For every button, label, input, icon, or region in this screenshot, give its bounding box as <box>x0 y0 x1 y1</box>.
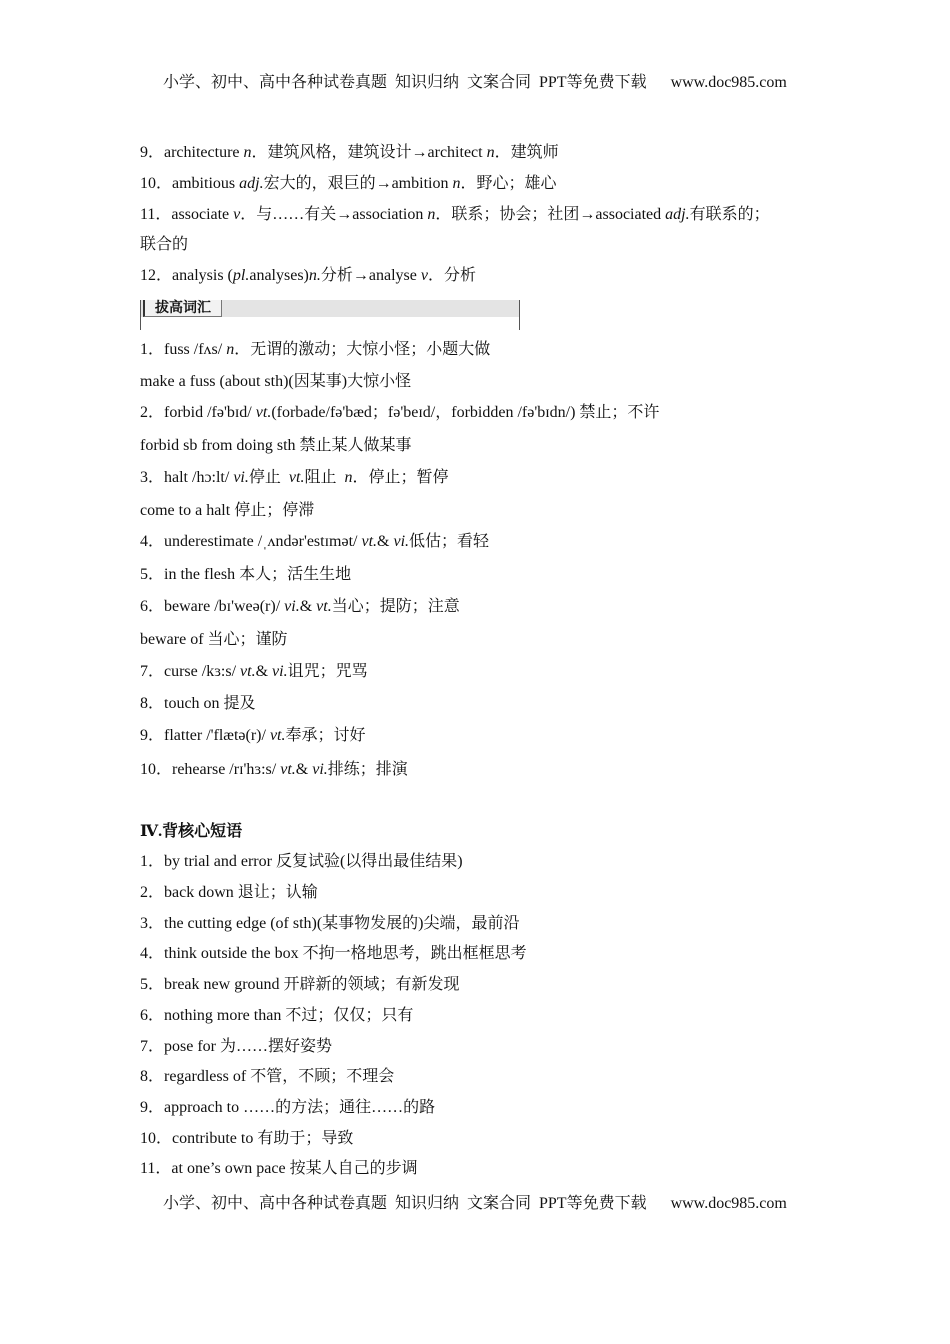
list-item-text: 当心；提防；注意 <box>331 598 460 615</box>
list-item <box>140 532 489 552</box>
list-item <box>140 235 188 255</box>
list-item-text: ．建筑师 <box>494 144 559 161</box>
list-item-text: 有联系的； <box>689 206 770 223</box>
list-item-text: 8．regardless of 不管，不顾；不理会 <box>140 1068 395 1085</box>
list-item-text: & <box>299 598 317 615</box>
list-item-text: vi. <box>284 598 300 615</box>
list-item-text: (forbade/fə'bæd；fə'beɪd/，forbidden /fə'bɪdn/) 禁止；不许 <box>271 404 660 421</box>
list-item <box>140 726 366 746</box>
list-item <box>140 174 556 194</box>
list-item-text: 奉承；讨好 <box>285 727 366 744</box>
list-item-text: vt. <box>280 761 296 778</box>
list-item-text: 4．think outside the box 不拘一格地思考，跳出框框思考 <box>140 945 527 962</box>
list-item-text: & <box>295 761 313 778</box>
list-item-text: n <box>452 175 461 192</box>
list-item-text: forbid sb from doing sth 禁止某人做某事 <box>140 437 412 454</box>
list-item <box>140 883 318 903</box>
list-item-text: n <box>486 144 495 161</box>
list-item <box>140 372 411 392</box>
list-item <box>140 205 770 225</box>
list-item-text: ．联系；协会；社团→associated <box>435 206 666 223</box>
list-item-text: pl. <box>232 267 250 284</box>
list-item-text: 11．associate <box>140 206 234 223</box>
list-item-text: 9．flatter /'flætə(r)/ <box>140 727 270 744</box>
list-item-text: vt. <box>316 598 332 615</box>
list-item <box>140 1037 332 1057</box>
list-item-text: 9．approach to ……的方法；通往……的路 <box>140 1099 436 1116</box>
list-item-text: n <box>243 144 252 161</box>
list-item-text: analyses) <box>249 267 309 284</box>
list-item <box>140 1067 394 1087</box>
list-item <box>140 914 520 934</box>
list-item-text: n <box>427 206 436 223</box>
list-item-text: vt. <box>255 404 272 421</box>
list-item-text: vt. <box>288 469 305 486</box>
list-item <box>140 1098 435 1118</box>
list-item-text: ．停止；暂停 <box>352 469 449 486</box>
list-item <box>140 1159 418 1179</box>
list-item-text: 2．back down 退让；认输 <box>140 884 318 901</box>
list-item <box>140 403 659 423</box>
page-header: 小学、初中、高中各种试卷真题 知识归纳 文案合同 PPT等免费下载 www.doc985.com <box>163 74 787 91</box>
list-item-text: vi. <box>233 469 249 486</box>
section4-title: Ⅳ.背核心短语 <box>140 823 243 840</box>
list-item-text: 11．at one’s own pace 按某人自己的步调 <box>140 1160 418 1177</box>
list-item-text: 8．touch on 提及 <box>140 695 256 712</box>
list-item-text: 10．rehearse /rɪ'hɜ:s/ <box>140 761 281 778</box>
list-item-text: 诅咒；咒骂 <box>287 663 368 680</box>
list-item-text: beware of 当心；谨防 <box>140 631 288 648</box>
list-item <box>140 760 408 780</box>
list-item-text: 6．beware /bɪ'weə(r)/ <box>140 598 285 615</box>
list-item-text: ．野心；雄心 <box>460 175 557 192</box>
list-item <box>140 630 288 650</box>
list-item-text: vt. <box>269 727 286 744</box>
list-item <box>140 944 527 964</box>
list-item-text: n <box>226 341 235 358</box>
section-box <box>140 300 520 330</box>
list-item <box>140 662 368 682</box>
list-item-text: 3．the cutting edge (of sth)(某事物发展的)尖端，最前沿 <box>140 915 520 932</box>
list-item-text: 5．in the flesh 本人；活生生地 <box>140 566 352 583</box>
list-item-text: 排练；排演 <box>327 761 408 778</box>
list-item-text: 9．architecture <box>140 144 244 161</box>
list-item <box>140 975 460 995</box>
list-item-text: ．无谓的激动；大惊小怪；小题大做 <box>234 341 491 358</box>
list-item-text: 1．fuss /fʌs/ <box>140 341 227 358</box>
list-item-text: 低估；看轻 <box>409 533 490 550</box>
list-item <box>140 1006 413 1026</box>
list-item-text: n <box>344 469 353 486</box>
list-item <box>140 340 490 360</box>
list-item-text: 2．forbid /fə'bɪd/ <box>140 404 256 421</box>
list-item-text: ．建筑风格，建筑设计→architect <box>251 144 487 161</box>
list-item-text: 10．ambitious <box>140 175 240 192</box>
list-item-text: vi. <box>312 761 328 778</box>
list-item <box>140 468 448 488</box>
list-item <box>140 597 460 617</box>
list-item <box>140 266 476 286</box>
list-item-text: 阻止 <box>304 469 345 486</box>
list-item-text: & <box>255 663 273 680</box>
list-item-text: 宏大的，艰巨的→ambition <box>263 175 453 192</box>
list-item-text: make a fuss (about sth)(因某事)大惊小怪 <box>140 373 412 390</box>
list-item-text: 7．pose for 为……摆好姿势 <box>140 1038 332 1055</box>
list-item-text: ．与……有关→association <box>240 206 428 223</box>
list-item <box>140 694 256 714</box>
list-item-text: 联合的 <box>140 236 189 253</box>
list-item <box>140 436 412 456</box>
list-item-text: vt. <box>240 663 256 680</box>
list-item-text: 6．nothing more than 不过；仅仅；只有 <box>140 1007 414 1024</box>
list-item-text: come to a halt 停止；停滞 <box>140 502 315 519</box>
list-item <box>140 1129 353 1149</box>
list-item-text: 10．contribute to 有助于；导致 <box>140 1130 354 1147</box>
page-footer: 小学、初中、高中各种试卷真题 知识归纳 文案合同 PPT等免费下载 www.doc985.com <box>163 1195 787 1212</box>
list-item-text: & <box>377 533 394 550</box>
list-item <box>140 565 351 585</box>
list-item-text: 4．underestimate /ˌʌndər'estɪmət/ <box>140 533 362 550</box>
list-item-text: v <box>420 267 428 284</box>
list-item-text: vi. <box>272 663 288 680</box>
list-item-text: vi. <box>393 533 410 550</box>
list-item-text: 5．break new ground 开辟新的领域；有新发现 <box>140 976 460 993</box>
list-item-text: 停止 <box>248 469 289 486</box>
list-item <box>140 501 314 521</box>
list-item-text: adj. <box>239 175 264 192</box>
section-box-label: 拔高词汇 <box>143 300 222 317</box>
list-item-text: 分析→analyse <box>320 267 421 284</box>
list-item-text: 3．halt /hɔ:lt/ <box>140 469 234 486</box>
list-item-text: ．分析 <box>427 267 476 284</box>
list-item-text: v <box>233 206 241 223</box>
list-item-text: adj. <box>665 206 690 223</box>
list-item <box>140 852 463 872</box>
list-item <box>140 143 559 163</box>
list-item-text: vt. <box>361 533 378 550</box>
list-item-text: n. <box>308 267 321 284</box>
list-item-text: 7．curse /kɜ:s/ <box>140 663 241 680</box>
list-item-text: 1．by trial and error 反复试验(以得出最佳结果) <box>140 853 463 870</box>
list-item-text: 12．analysis ( <box>140 267 233 284</box>
